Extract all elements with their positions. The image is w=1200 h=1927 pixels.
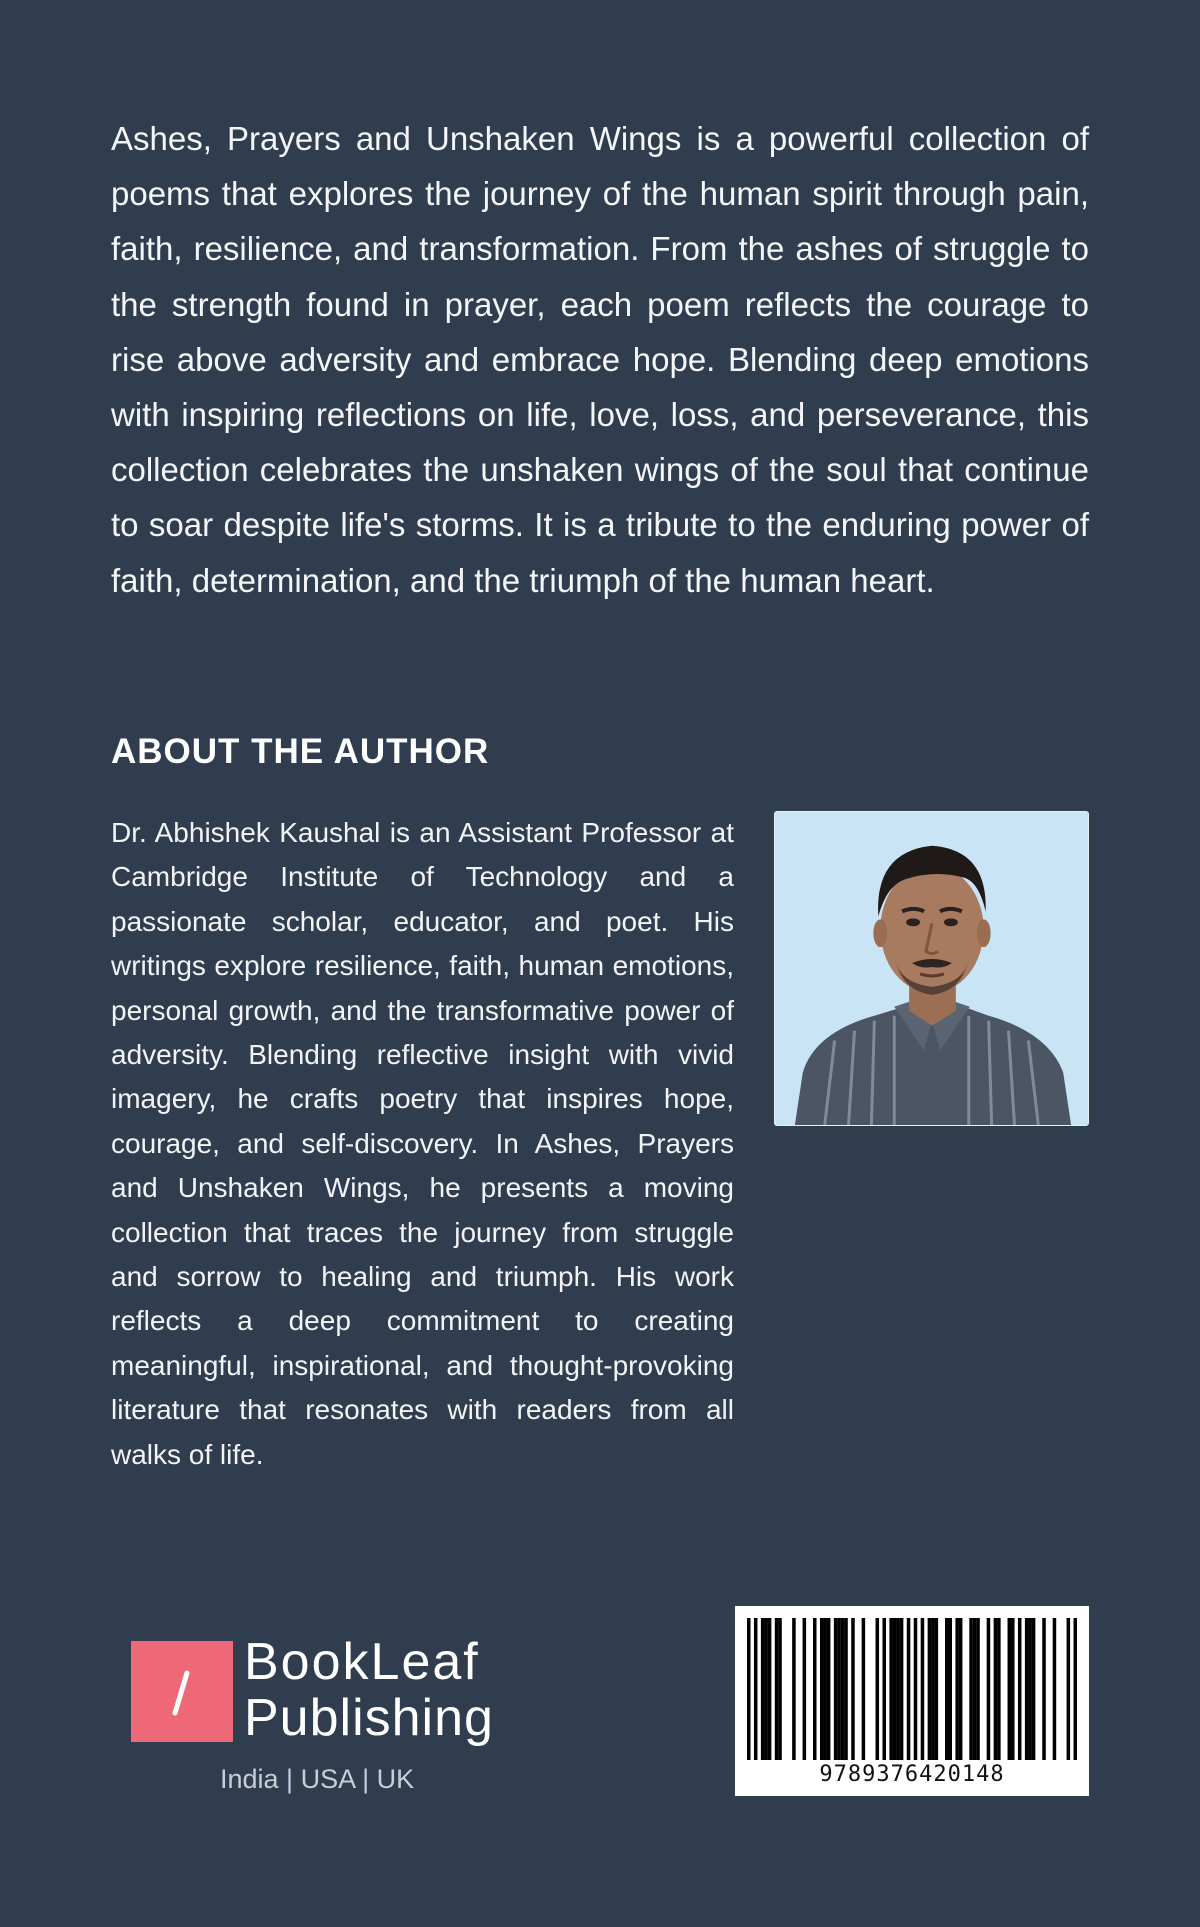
barcode-bar — [862, 1618, 866, 1760]
barcode-bar — [792, 1618, 796, 1760]
barcode-bar — [959, 1618, 963, 1760]
barcode-bar — [1028, 1618, 1032, 1760]
barcode-bar — [1008, 1618, 1012, 1760]
barcode-bar — [945, 1618, 949, 1760]
barcode-bar — [1067, 1618, 1071, 1760]
barcode-bars — [747, 1618, 1077, 1760]
author-portrait-image — [775, 812, 1088, 1125]
barcode-bar — [987, 1618, 991, 1760]
barcode-bar — [1074, 1618, 1077, 1760]
barcode-bar — [997, 1618, 1001, 1760]
isbn-number: 9789376420148 — [819, 1762, 1005, 1787]
barcode-bar — [976, 1618, 980, 1760]
isbn-barcode — [735, 1606, 1089, 1796]
barcode-bar — [813, 1618, 817, 1760]
barcode-bar — [1025, 1618, 1029, 1760]
barcode-bar — [896, 1618, 900, 1760]
barcode-bar — [948, 1618, 952, 1760]
barcode-bar — [893, 1618, 897, 1760]
barcode-bar — [747, 1618, 751, 1760]
barcode-bar — [907, 1618, 911, 1760]
barcode-bar — [969, 1618, 973, 1760]
barcode-bar — [935, 1618, 939, 1760]
barcode-bar — [754, 1618, 758, 1760]
barcode-bar — [827, 1618, 831, 1760]
barcode-bar — [876, 1618, 880, 1760]
publisher-name-line2: Publishing — [244, 1689, 494, 1747]
barcode-bar — [803, 1618, 807, 1760]
barcode-bar — [882, 1618, 886, 1760]
barcode-bar — [889, 1618, 893, 1760]
barcode-bar — [761, 1618, 765, 1760]
barcode-bar — [994, 1618, 998, 1760]
barcode-bar — [820, 1618, 824, 1760]
publisher-logo — [131, 1633, 511, 1798]
barcode-bar — [931, 1618, 935, 1760]
barcode-bar — [973, 1618, 977, 1760]
barcode-bar — [768, 1618, 772, 1760]
author-photo — [774, 811, 1089, 1126]
publisher-regions: India | USA | UK — [220, 1764, 415, 1794]
barcode-bar — [851, 1618, 855, 1760]
barcode-bar — [823, 1618, 827, 1760]
barcode-bar — [921, 1618, 925, 1760]
barcode-bar — [834, 1618, 838, 1760]
publisher-name-line1: BookLeaf — [244, 1633, 480, 1691]
barcode-bar — [955, 1618, 959, 1760]
publisher-logo-mark — [131, 1641, 233, 1742]
barcode-bar — [1032, 1618, 1036, 1760]
barcode-bar — [841, 1618, 845, 1760]
barcode-bar — [900, 1618, 904, 1760]
barcode-bar — [1018, 1618, 1022, 1760]
about-author-heading: ABOUT THE AUTHOR — [111, 732, 490, 771]
barcode-bar — [775, 1618, 779, 1760]
barcode-bar — [837, 1618, 841, 1760]
barcode-bar — [1053, 1618, 1057, 1760]
barcode-bar — [778, 1618, 782, 1760]
book-blurb: Ashes, Prayers and Unshaken Wings is a powerful collection of poems that explores the journey of the human spirit through pain, faith, resilience, and transformation. From the ashes of struggle to the strength found in prayer, each poem reflects the courage to rise above adversity and embrace hope. Blending deep emotions with inspiring reflections on life, love, loss, and perseverance, this collection celebrates the unshaken wings of the soul that continue to soar despite life's storms. It is a tribute to the enduring power of faith, determination, and the triumph of the human heart. — [111, 120, 1089, 599]
barcode-bar — [928, 1618, 932, 1760]
barcode-bar — [764, 1618, 768, 1760]
barcode-bar — [844, 1618, 848, 1760]
barcode-bar — [914, 1618, 918, 1760]
barcode-bar — [1011, 1618, 1015, 1760]
author-bio: Dr. Abhishek Kaushal is an Assistant Professor at Cambridge Institute of Technology and a passionate scholar, educator, and poet. His writings explore resilience, faith, human emotions, personal growth, and the transformative power of adversity. Blending reflective insight with vivid imagery, he crafts poetry that inspires hope, courage, and self-discovery. In Ashes, Prayers and Unshaken Wings, he presents a moving collection that traces the journey from struggle and sorrow to healing and triumph. His work reflects a deep commitment to creating meaningful, inspirational, and thought-provoking literature that resonates with readers from all walks of life. — [111, 817, 734, 1470]
barcode-bar — [1042, 1618, 1046, 1760]
